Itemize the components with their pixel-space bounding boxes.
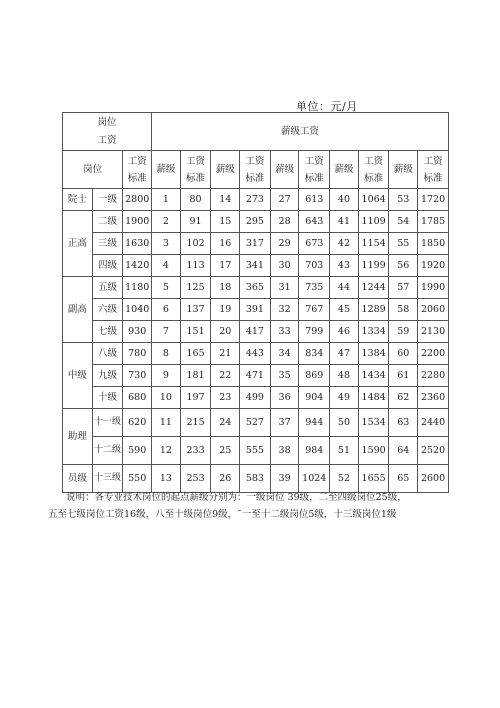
grade-salary-cell: 613 — [299, 189, 330, 211]
post-level-cell: 六级 — [92, 299, 123, 321]
grade-cell: 25 — [211, 437, 240, 465]
grade-salary-cell: 365 — [240, 277, 271, 299]
grade-cell: 32 — [270, 299, 299, 321]
grade-cell: 52 — [330, 465, 359, 493]
table-row — [63, 387, 449, 409]
grade-salary-cell: 341 — [240, 255, 271, 277]
grade-salary-cell: 555 — [240, 437, 271, 465]
grade-cell: 21 — [211, 343, 240, 365]
grade-salary-cell: 137 — [180, 299, 211, 321]
grade-cell: 28 — [270, 211, 299, 233]
note — [48, 489, 468, 523]
grade-salary-cell: 1024 — [299, 465, 330, 493]
grade-salary-cell: 1484 — [358, 387, 389, 409]
grade-cell: 42 — [330, 233, 359, 255]
grade-cell: 45 — [330, 299, 359, 321]
grade-cell: 55 — [389, 233, 418, 255]
header-grade-1: 薪级 — [152, 151, 181, 189]
post-salary-cell: 2800 — [123, 189, 152, 211]
unit-label: 单位：元/月 — [296, 100, 358, 113]
grade-cell: 31 — [270, 277, 299, 299]
grade-cell: 37 — [270, 409, 299, 437]
grade-salary-cell: 113 — [180, 255, 211, 277]
grade-cell: 17 — [211, 255, 240, 277]
grade-cell: 3 — [152, 233, 181, 255]
grade-cell: 6 — [152, 299, 181, 321]
grade-cell: 24 — [211, 409, 240, 437]
table-row — [63, 437, 449, 465]
note-line-1: 说明：各专业技术岗位的起点薪级分别为：一级岗位 39级，二至四级岗位25级， — [66, 492, 407, 503]
post-level-cell: 五级 — [92, 277, 123, 299]
grade-cell: 1 — [152, 189, 181, 211]
grade-cell: 63 — [389, 409, 418, 437]
grade-salary-cell: 80 — [180, 189, 211, 211]
grade-cell: 10 — [152, 387, 181, 409]
header-standard-2: 工资标准 — [240, 151, 271, 189]
grade-salary-cell: 1655 — [358, 465, 389, 493]
grade-cell: 51 — [330, 437, 359, 465]
post-salary-cell: 620 — [123, 409, 152, 437]
header-standard-4: 工资标准 — [358, 151, 389, 189]
header-post-salary: 岗位工资 — [63, 113, 152, 151]
grade-salary-cell: 2440 — [418, 409, 449, 437]
grade-salary-cell: 391 — [240, 299, 271, 321]
grade-cell: 40 — [330, 189, 359, 211]
grade-salary-cell: 1154 — [358, 233, 389, 255]
grade-salary-cell: 735 — [299, 277, 330, 299]
grade-salary-cell: 295 — [240, 211, 271, 233]
grade-salary-cell: 273 — [240, 189, 271, 211]
post-salary-cell: 930 — [123, 321, 152, 343]
post-salary-cell: 1040 — [123, 299, 152, 321]
grade-salary-cell: 1064 — [358, 189, 389, 211]
grade-salary-cell: 1334 — [358, 321, 389, 343]
post-salary-cell: 680 — [123, 387, 152, 409]
grade-salary-cell: 443 — [240, 343, 271, 365]
post-salary-cell: 1420 — [123, 255, 152, 277]
grade-salary-cell: 165 — [180, 343, 211, 365]
grade-salary-cell: 527 — [240, 409, 271, 437]
grade-cell: 43 — [330, 255, 359, 277]
grade-cell: 5 — [152, 277, 181, 299]
grade-cell: 4 — [152, 255, 181, 277]
post-level-cell: 十三级 — [92, 465, 123, 493]
grade-salary-cell: 91 — [180, 211, 211, 233]
grade-cell: 46 — [330, 321, 359, 343]
grade-cell: 30 — [270, 255, 299, 277]
post-level-cell: 十级 — [92, 387, 123, 409]
table-row — [63, 211, 449, 233]
grade-cell: 11 — [152, 409, 181, 437]
post-level-cell: 一级 — [92, 189, 123, 211]
grade-cell: 58 — [389, 299, 418, 321]
grade-cell: 62 — [389, 387, 418, 409]
grade-salary-cell: 1920 — [418, 255, 449, 277]
grade-salary-cell: 215 — [180, 409, 211, 437]
grade-cell: 57 — [389, 277, 418, 299]
grade-cell: 23 — [211, 387, 240, 409]
grade-cell: 38 — [270, 437, 299, 465]
grade-salary-cell: 1289 — [358, 299, 389, 321]
grade-cell: 22 — [211, 365, 240, 387]
grade-salary-cell: 869 — [299, 365, 330, 387]
grade-salary-cell: 799 — [299, 321, 330, 343]
post-salary-cell: 1180 — [123, 277, 152, 299]
table-row — [63, 299, 449, 321]
grade-salary-cell: 2520 — [418, 437, 449, 465]
grade-salary-cell: 1785 — [418, 211, 449, 233]
grade-cell: 20 — [211, 321, 240, 343]
header-grade-5: 薪级 — [389, 151, 418, 189]
table-row — [63, 277, 449, 299]
grade-salary-cell: 1384 — [358, 343, 389, 365]
table-row — [63, 409, 449, 437]
grade-salary-cell: 499 — [240, 387, 271, 409]
grade-cell: 14 — [211, 189, 240, 211]
grade-cell: 7 — [152, 321, 181, 343]
header-standard-3: 工资标准 — [299, 151, 330, 189]
grade-cell: 64 — [389, 437, 418, 465]
grade-salary-cell: 703 — [299, 255, 330, 277]
post-salary-cell: 550 — [123, 465, 152, 493]
grade-salary-cell: 1850 — [418, 233, 449, 255]
grade-cell: 18 — [211, 277, 240, 299]
grade-salary-cell: 2200 — [418, 343, 449, 365]
grade-salary-cell: 583 — [240, 465, 271, 493]
salary-table — [62, 112, 449, 493]
grade-cell: 8 — [152, 343, 181, 365]
header-post: 岗位 — [63, 151, 123, 189]
grade-cell: 15 — [211, 211, 240, 233]
header-standard-5: 工资标准 — [418, 151, 449, 189]
grade-cell: 39 — [270, 465, 299, 493]
grade-cell: 9 — [152, 365, 181, 387]
grade-salary-cell: 2280 — [418, 365, 449, 387]
post-group-cell: 中级 — [63, 343, 93, 409]
header-grade-3: 薪级 — [270, 151, 299, 189]
post-level-cell: 八级 — [92, 343, 123, 365]
grade-salary-cell: 643 — [299, 211, 330, 233]
post-group-cell: 助理 — [63, 409, 93, 465]
grade-cell: 50 — [330, 409, 359, 437]
grade-cell: 47 — [330, 343, 359, 365]
grade-cell: 27 — [270, 189, 299, 211]
grade-salary-cell: 317 — [240, 233, 271, 255]
grade-cell: 2 — [152, 211, 181, 233]
post-level-cell: 二级 — [92, 211, 123, 233]
grade-salary-cell: 1990 — [418, 277, 449, 299]
grade-salary-cell: 417 — [240, 321, 271, 343]
header-grade-salary: 薪级工资 — [152, 113, 449, 151]
grade-salary-cell: 944 — [299, 409, 330, 437]
grade-cell: 35 — [270, 365, 299, 387]
post-group-cell: 副高 — [63, 277, 93, 343]
grade-cell: 26 — [211, 465, 240, 493]
grade-salary-cell: 253 — [180, 465, 211, 493]
grade-cell: 53 — [389, 189, 418, 211]
grade-cell: 48 — [330, 365, 359, 387]
grade-salary-cell: 1534 — [358, 409, 389, 437]
grade-salary-cell: 1434 — [358, 365, 389, 387]
grade-cell: 12 — [152, 437, 181, 465]
post-level-cell: 三级 — [92, 233, 123, 255]
grade-cell: 29 — [270, 233, 299, 255]
grade-salary-cell: 2130 — [418, 321, 449, 343]
grade-cell: 59 — [389, 321, 418, 343]
grade-salary-cell: 125 — [180, 277, 211, 299]
grade-salary-cell: 233 — [180, 437, 211, 465]
table-row — [63, 255, 449, 277]
grade-cell: 65 — [389, 465, 418, 493]
note-line-2: 五至七级岗位工资16级，八至十级岗位9级，˜一至十二级岗位5级，十三级岗位1级 — [48, 509, 397, 520]
grade-cell: 19 — [211, 299, 240, 321]
grade-salary-cell: 151 — [180, 321, 211, 343]
grade-salary-cell: 2060 — [418, 299, 449, 321]
grade-salary-cell: 471 — [240, 365, 271, 387]
grade-salary-cell: 1109 — [358, 211, 389, 233]
grade-cell: 44 — [330, 277, 359, 299]
grade-cell: 36 — [270, 387, 299, 409]
post-level-cell: 九级 — [92, 365, 123, 387]
grade-salary-cell: 984 — [299, 437, 330, 465]
grade-salary-cell: 834 — [299, 343, 330, 365]
header-grade-4: 薪级 — [330, 151, 359, 189]
table-row — [63, 343, 449, 365]
grade-salary-cell: 2600 — [418, 465, 449, 493]
grade-cell: 34 — [270, 343, 299, 365]
grade-salary-cell: 767 — [299, 299, 330, 321]
grade-cell: 60 — [389, 343, 418, 365]
header-salary-standard: 工资标准 — [123, 151, 152, 189]
grade-salary-cell: 1720 — [418, 189, 449, 211]
grade-cell: 54 — [389, 211, 418, 233]
table-row — [63, 189, 449, 211]
post-salary-cell: 1900 — [123, 211, 152, 233]
table-row — [63, 321, 449, 343]
grade-salary-cell: 904 — [299, 387, 330, 409]
grade-salary-cell: 181 — [180, 365, 211, 387]
post-salary-cell: 780 — [123, 343, 152, 365]
post-group-cell: 员级 — [63, 465, 93, 493]
grade-cell: 49 — [330, 387, 359, 409]
post-salary-cell: 590 — [123, 437, 152, 465]
post-group-cell: 正高 — [63, 211, 93, 277]
grade-salary-cell: 102 — [180, 233, 211, 255]
grade-cell: 13 — [152, 465, 181, 493]
header-grade-2: 薪级 — [211, 151, 240, 189]
post-level-cell: 七级 — [92, 321, 123, 343]
post-salary-cell: 1630 — [123, 233, 152, 255]
table-row — [63, 365, 449, 387]
post-group-cell: 院士 — [63, 189, 93, 211]
post-level-cell: 四级 — [92, 255, 123, 277]
grade-cell: 61 — [389, 365, 418, 387]
header-standard-1: 工资标准 — [180, 151, 211, 189]
grade-salary-cell: 2360 — [418, 387, 449, 409]
post-level-cell: 十一级 — [92, 409, 123, 437]
grade-salary-cell: 1590 — [358, 437, 389, 465]
post-level-cell: 十二级 — [92, 437, 123, 465]
grade-salary-cell: 1199 — [358, 255, 389, 277]
table-row — [63, 233, 449, 255]
grade-salary-cell: 197 — [180, 387, 211, 409]
grade-cell: 16 — [211, 233, 240, 255]
grade-cell: 56 — [389, 255, 418, 277]
post-salary-cell: 730 — [123, 365, 152, 387]
grade-salary-cell: 673 — [299, 233, 330, 255]
grade-salary-cell: 1244 — [358, 277, 389, 299]
grade-cell: 41 — [330, 211, 359, 233]
grade-cell: 33 — [270, 321, 299, 343]
